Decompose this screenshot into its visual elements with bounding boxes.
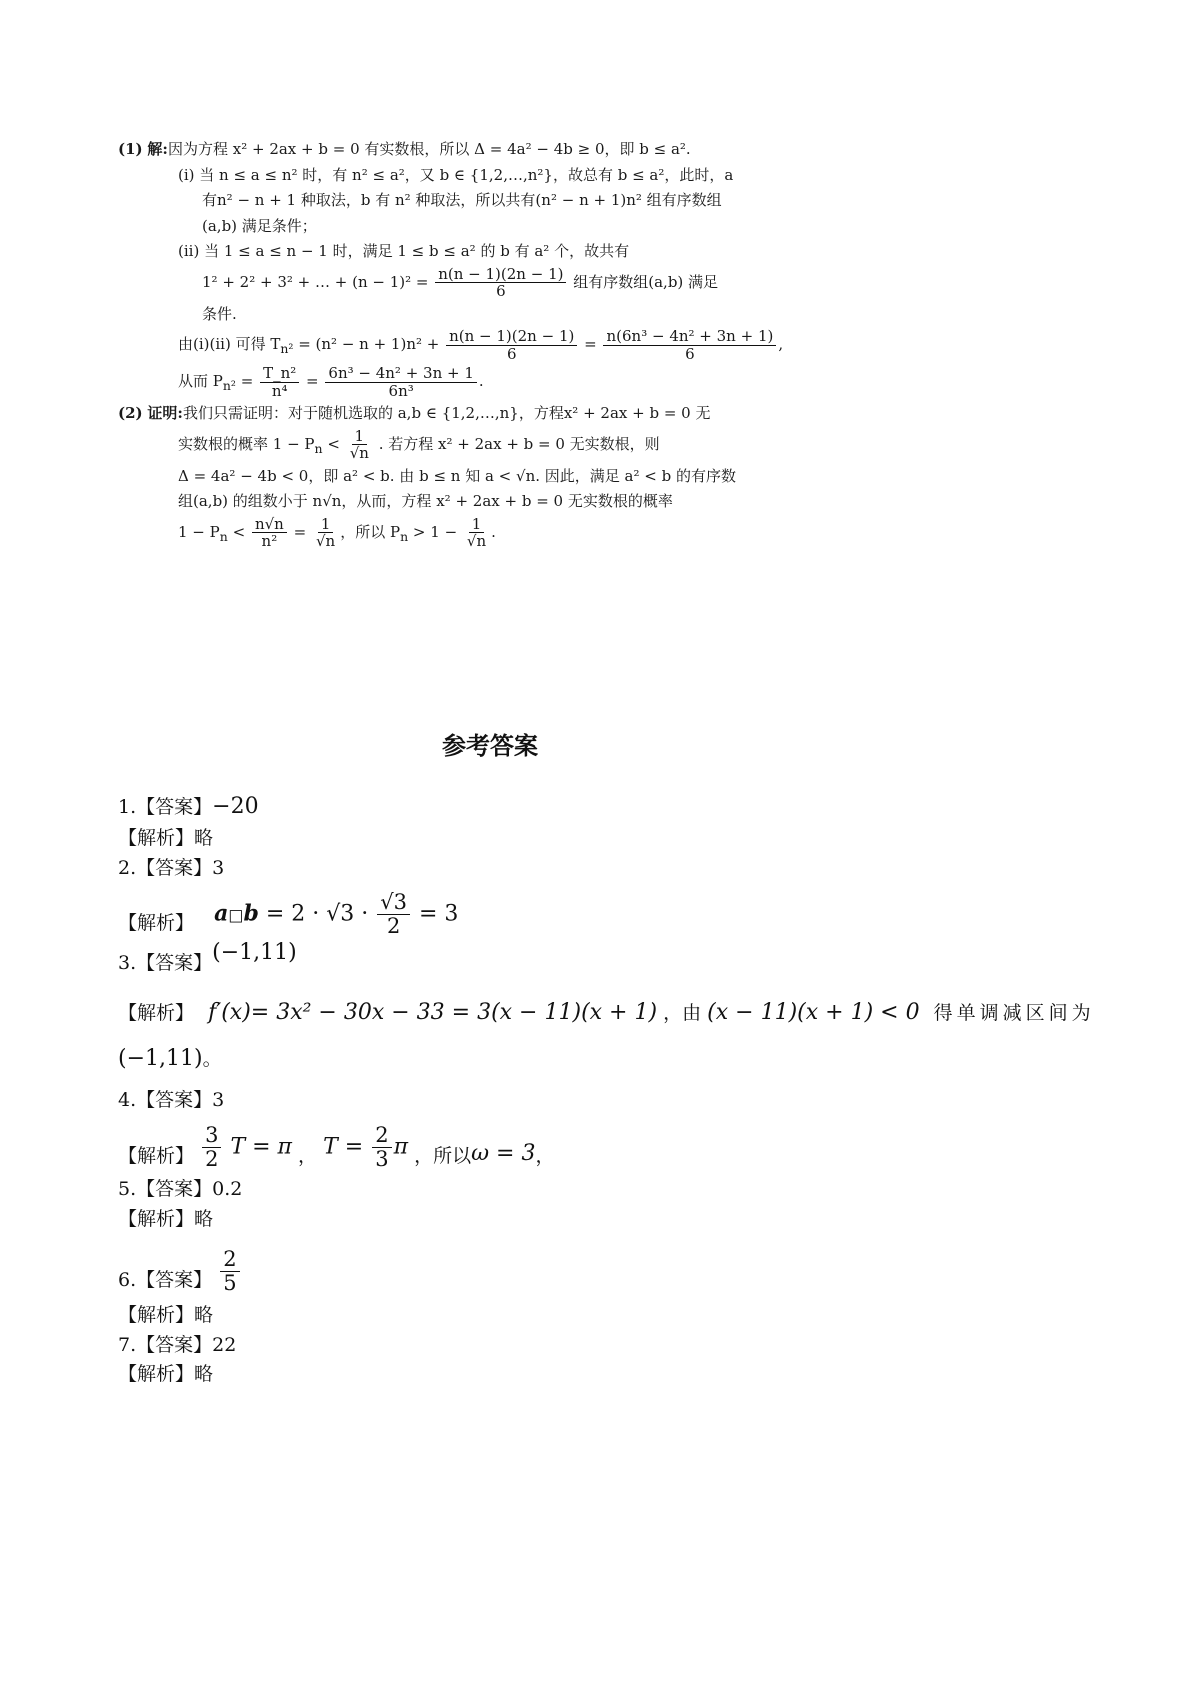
answer-4 — [118, 1086, 1098, 1115]
fraction-denominator: √n — [349, 444, 369, 462]
omega-value: ω = 3 — [471, 1140, 536, 1166]
p-formula-line — [118, 365, 828, 399]
case-ii-line-1: (ii) 当 1 ≤ a ≤ n − 1 时，满足 1 ≤ b ≤ a² 的 b 有 a² 个，故共有 — [178, 242, 630, 260]
p-subscript: n — [400, 528, 409, 544]
part2-line-2-tail: . 若方程 x² + 2ax + b = 0 无实数根，则 — [378, 434, 660, 453]
fraction — [377, 891, 410, 938]
part2-line — [118, 402, 828, 425]
fraction-numerator: 2 — [372, 1124, 391, 1148]
explanation-label: 【解析】 — [118, 1144, 195, 1167]
explanation-text: ，由 — [663, 1002, 702, 1025]
fraction-numerator: 3 — [202, 1124, 221, 1148]
sum-of-squares: 1² + 2² + 3² + … + (n − 1)² = — [202, 272, 429, 291]
punctuation: ， — [535, 1144, 555, 1167]
case-ii-line-2 — [118, 266, 828, 300]
part1-prefix: (1) — [118, 140, 143, 158]
fraction-numerator: √3 — [377, 891, 410, 915]
fraction-numerator: 2 — [220, 1248, 239, 1272]
part1-line — [118, 138, 828, 161]
part2-line-4: 组(a,b) 的组数小于 n√n，从而，方程 x² + 2ax + b = 0 无实数根的概率 — [178, 492, 673, 510]
fraction-denominator: 6n³ — [388, 381, 414, 400]
answer-label: 7.【答案】 — [118, 1333, 213, 1356]
fraction — [372, 1124, 391, 1171]
fraction — [347, 428, 372, 462]
explanation-4 — [118, 1124, 1098, 1171]
fraction — [325, 365, 477, 399]
answer-2 — [118, 854, 1098, 883]
fraction — [252, 516, 287, 550]
less-than-sign: < — [327, 434, 340, 453]
formula-part: T = — [323, 1134, 364, 1160]
fraction-denominator: n² — [261, 532, 278, 550]
period-formula — [200, 1124, 292, 1171]
fraction-numerator: 1 — [469, 516, 485, 534]
part2-text: 我们只需证明：对于随机选取的 a,b ∈ {1,2,…,n}，方程x² + 2ax + b = 0 无 — [182, 404, 711, 422]
punctuation: ， — [298, 1144, 318, 1167]
explanation-6 — [118, 1301, 1098, 1330]
fraction-denominator: n⁴ — [271, 381, 288, 400]
fraction-denominator: 6 — [685, 344, 695, 363]
fraction-numerator: 1 — [318, 516, 334, 534]
explanation-label: 【解析】 — [118, 827, 195, 850]
explanation-text: 略 — [194, 1304, 214, 1327]
fraction-denominator: √n — [466, 532, 487, 550]
case-ii-line-3: 条件. — [202, 304, 237, 323]
less-than-sign: < — [232, 522, 246, 541]
interval-value: (−1,11) — [118, 1046, 203, 1072]
fraction-numerator: n√n — [252, 516, 287, 534]
dot-product-formula — [214, 891, 458, 938]
part2-line-5 — [118, 516, 828, 550]
explanation-text: 略 — [194, 1363, 214, 1385]
explanation-3 — [118, 996, 1098, 1030]
punctuation: , — [778, 335, 784, 353]
answer-label: 5.【答案】 — [118, 1178, 213, 1201]
pi-symbol: π — [393, 1134, 409, 1160]
formula-part: = 3 — [419, 901, 459, 927]
explanation-text: 略 — [194, 1207, 214, 1230]
answer-label: 6.【答案】 — [118, 1268, 213, 1291]
fraction-denominator: 2 — [386, 914, 401, 939]
explanation-text: ，所以 — [414, 1144, 472, 1167]
answer-value: 22 — [212, 1333, 237, 1356]
derivative-formula: f′(x)= 3x² − 30x − 33 = 3(x − 11)(x + 1) — [208, 1000, 658, 1026]
fraction — [446, 328, 577, 362]
answer-5 — [118, 1175, 1098, 1204]
equals-sign: = — [306, 372, 319, 390]
answer-value: 3 — [212, 1089, 225, 1112]
answer-list — [118, 790, 1098, 1389]
formula-part: T = π — [230, 1134, 292, 1160]
explanation-5 — [118, 1205, 1098, 1234]
fraction-numerator: 1 — [352, 428, 368, 446]
fraction — [435, 266, 566, 300]
answer-label: 1.【答案】 — [118, 796, 213, 818]
case-i-line-2: 有n² − n + 1 种取法，b 有 n² 种取法，所以共有(n² − n + 1)n² 组有序数组 — [202, 191, 722, 209]
vector-b: b — [243, 900, 259, 927]
p-subscript: n² — [222, 378, 236, 393]
answer-value: (−1,11) — [212, 940, 297, 966]
fraction — [202, 1124, 221, 1171]
vector-a: a — [214, 900, 229, 927]
part1-heading: 解: — [147, 140, 168, 158]
explanation-label: 【解析】 — [118, 1002, 195, 1025]
fraction-denominator: √n — [315, 532, 336, 550]
fraction — [603, 328, 776, 362]
inequality-formula: (x − 11)(x + 1) < 0 — [707, 1000, 920, 1026]
answer-3 — [118, 940, 1098, 980]
fraction — [313, 516, 338, 550]
part2-prefix: (2) — [118, 404, 143, 422]
equals-sign: = — [584, 335, 597, 353]
part1-text: 因为方程 x² + 2ax + b = 0 有实数根，所以 Δ = 4a² − 4b ≥ 0，即 b ≤ a². — [167, 140, 691, 158]
explanation-1 — [118, 824, 1098, 853]
explanation-label: 【解析】 — [118, 1304, 195, 1327]
punctuation: . — [478, 372, 484, 390]
case-ii-line-2-tail: 组有序数组(a,b) 满足 — [573, 272, 719, 291]
fraction-denominator: 5 — [223, 1271, 237, 1296]
t-formula-start: 由(i)(ii) 可得 T — [178, 335, 281, 353]
formula-part: = 2 · √3 · — [265, 901, 369, 927]
explanation-label: 【解析】 — [118, 1363, 195, 1385]
t-formula-mid: = (n² − n + 1)n² + — [298, 335, 440, 353]
answer-7 — [118, 1331, 1098, 1360]
t-formula-line — [118, 328, 828, 362]
explanation-2 — [118, 891, 1098, 938]
explanation-label: 【解析】 — [118, 1207, 195, 1230]
fraction-denominator: 3 — [375, 1146, 389, 1171]
case-i-line-1: (i) 当 n ≤ a ≤ n² 时，有 n² ≤ a²，又 b ∈ {1,2,…,n²}，故总有 b ≤ a²，此时，a — [178, 165, 734, 184]
conclusion-text: ，所以 P — [340, 522, 401, 541]
period-value — [323, 1124, 408, 1171]
p-formula-start: 从而 P — [178, 372, 223, 390]
greater-than-expression: > 1 − — [412, 522, 458, 541]
part2-line-2 — [118, 428, 828, 462]
answer-1 — [118, 790, 1098, 824]
fraction-numerator: n(n − 1)(2n − 1) — [435, 266, 566, 284]
fraction-denominator: 6 — [496, 282, 506, 300]
answer-value-fraction — [220, 1248, 239, 1295]
equals-sign: = — [293, 522, 307, 541]
p-subscript: n — [219, 528, 228, 544]
fraction-numerator: T_n² — [260, 365, 299, 383]
t-subscript: n² — [280, 341, 294, 356]
fraction-numerator: n(6n³ − 4n² + 3n + 1) — [603, 328, 776, 346]
answer-label: 2.【答案】 — [118, 856, 213, 879]
probability-text: 1 − P — [178, 522, 220, 541]
fraction-denominator: 6 — [506, 344, 517, 363]
explanation-3-cont — [118, 1042, 1098, 1076]
answer-6 — [118, 1248, 1098, 1295]
scanned-solution — [118, 138, 828, 553]
p-subscript: n — [314, 440, 323, 456]
fraction — [464, 516, 489, 550]
explanation-text: 略 — [194, 827, 214, 850]
answer-value: 3 — [212, 856, 225, 879]
explanation-label: 【解析】 — [118, 911, 195, 934]
answer-value: −20 — [212, 794, 259, 819]
page-title: 参考答案 — [442, 732, 538, 760]
fraction — [260, 365, 299, 399]
explanation-text: 得单调减区间为 — [933, 1002, 1095, 1025]
fraction-numerator: n(n − 1)(2n − 1) — [446, 328, 577, 346]
missing-glyph-box: □ — [228, 905, 244, 925]
explanation-7 — [118, 1360, 1098, 1389]
punctuation: . — [491, 522, 496, 541]
probability-text: 实数根的概率 1 − P — [178, 434, 315, 453]
part2-heading: 证明: — [147, 404, 183, 422]
fraction-numerator: 6n³ − 4n² + 3n + 1 — [325, 365, 477, 383]
fraction-denominator: 2 — [205, 1146, 219, 1171]
case-i-line-3: (a,b) 满足条件； — [202, 216, 317, 235]
punctuation: 。 — [202, 1048, 222, 1071]
answer-label: 3.【答案】 — [118, 952, 213, 975]
answer-label: 4.【答案】 — [118, 1089, 213, 1112]
answer-value: 0.2 — [212, 1178, 243, 1201]
part2-line-3: Δ = 4a² − 4b < 0，即 a² < b. 由 b ≤ n 知 a < √n. 因此，满足 a² < b 的有序数 — [178, 466, 736, 485]
equals-sign: = — [240, 372, 254, 390]
